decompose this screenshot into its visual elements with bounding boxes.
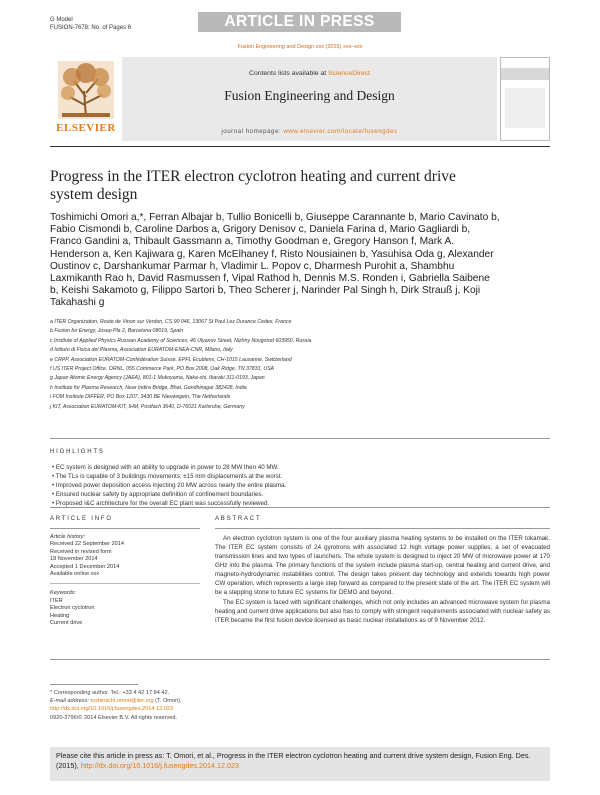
abstract-bottom-rule (50, 659, 550, 660)
article-in-press-banner: ARTICLE IN PRESS (198, 12, 401, 32)
highlight-item: • Ensured nuclear safety by appropriate definition of confinement boundaries. (52, 491, 264, 499)
affiliation: d Istituto di Fisica del Plasma, Association EURATOM-ENEA-CNR, Milano, Italy (50, 347, 233, 354)
history-item: Available online xxx (50, 571, 100, 578)
journal-cover-thumbnail (500, 57, 550, 141)
manuscript-meta (50, 16, 131, 32)
abstract-rule (215, 528, 550, 529)
author-list: Toshimichi Omori a,*, Ferran Albajar b, Tullio Bonicelli b, Giuseppe Carannante b, Mario Cavinato b, Fabio Cismondi b, Caroline Darbos a, Grigory Denisov c, Daniela Farina d, Mario Gagliardi b, Franco Gandini a, Thibault Gassmann a, Timothy Goodman e, Gregory Hanson f, Mark A. Henderson a, Ken Kajiwara g, Karen McElhaney f, Risto Nousiainen b, Yasuhisa Oda g, Alexander Oustinov c, Darshankumar Parmar h, Vladimir L. Popov c, Dharmesh Purohit a, Shambhu Laxmikanth Rao h, David Rasmussen f, Vipal Rathod h, Dennis M.S. Ronden i, Gabriella Saibene b, Keishi Sakamoto g, Filippo Sartori b, Theo Scherer j, Narinder Pal Singh h, Dirk Strauß j, Koji Takahashi g (50, 212, 500, 309)
affiliations (50, 318, 520, 412)
highlights-top-rule (50, 438, 550, 439)
keyword: Electron cyclotron (50, 605, 95, 612)
citation-text: Please cite this article in press as: T. Omori, et al., Progress in the ITER electron cyclotron heating and current drive system design, Fusion Eng. Des. (2015), (56, 751, 531, 770)
doi-link[interactable]: http://dx.doi.org/10.1016/j.fusengdes.2014.12.023 (50, 706, 174, 713)
contents-line (122, 70, 497, 77)
article-info (50, 534, 200, 627)
abstract-paragraph: The EC system is faced with significant challenges, which not only includes an advanced microwave system for plasma heating and current drive applications but also has to comply with stringent requirements associated with nuclear safety as ITER became the first fusion device licensed as basic nuclear installations as of 9 November 2012. (215, 599, 550, 625)
highlight-item: • EC system is designed with an ability to upgrade in power to 28 MW then 40 MW. (52, 464, 279, 471)
keywords-label: Keywords: (50, 590, 77, 597)
publisher-wordmark: ELSEVIER (56, 122, 116, 134)
highlight-item: • The TLs is capable of 3 buildings movements; ±15 mm displacements at the worst. (52, 473, 283, 481)
keyword: Current drive (50, 620, 83, 627)
history-item: 18 November 2014 (50, 556, 98, 563)
citation-box (50, 747, 550, 781)
journal-homepage (122, 128, 497, 135)
history-item: Received in revised form (50, 548, 112, 555)
highlights-label: HIGHLIGHTS (50, 449, 105, 455)
affiliation: j KIT, Association EURATOM-KIT, IHM, Postfach 3640, D-76021 Karlsruhe, Germany (50, 403, 245, 410)
article-info-label: ARTICLE INFO (50, 516, 113, 522)
history-item: Accepted 1 December 2014 (50, 563, 120, 570)
history-label: Article history: (50, 534, 86, 540)
abstract-label: ABSTRACT (215, 516, 262, 522)
reference-line: FUSION-7678; No. of Pages 6 (50, 25, 132, 31)
article-info-rule (50, 528, 200, 529)
keyword: ITER (50, 597, 63, 604)
affiliation: g Japan Atomic Energy Agency (JAEA), 801-1 Mukoyama, Naka-shi, Ibaraki 311-0193, Japan (50, 375, 265, 382)
history-item: Received 22 September 2014 (50, 541, 125, 548)
email-label: E-mail address: (50, 698, 91, 705)
keywords-divider (50, 583, 200, 585)
footnotes (50, 689, 350, 722)
citation-doi-link[interactable]: http://dx.doi.org/10.1016/j.fusengdes.2014.12.023 (80, 761, 240, 770)
affiliation: b Fusion for Energy, Josep Pla 2, Barcelona 08019, Spain (50, 328, 184, 335)
homepage-label: journal homepage: (221, 128, 284, 135)
highlight-item: • Proposed I&C architecture for the overall EC plant was successfully reviewed. (52, 500, 270, 508)
article-title: Progress in the ITER electron cyclotron heating and current drive system design (50, 168, 456, 203)
abstract-paragraph: An electron cyclotron system is one of the four auxiliary plasma heating systems to be installed on the ITER tokamak. The ITER EC system consists of 24 gyrotrons with associated 12 high voltage power supplies, a set of evacuated transmission lines and two types of launchers. The whole system is designed to inject 20 MW of microwave power at 170 GHz into the plasma. The primary functions of the system include plasma start-up, central heating and current drive, and magneto-hydrodynamic instabilities control. The design takes present day technology and extends towards high power CW operation, which represents a large step forward as compared to the present state of the art. The ITER EC system will be a stepping stone to future EC systems for DEMO and beyond. (215, 535, 550, 597)
journal-title: Fusion Engineering and Design (224, 88, 395, 103)
corresponding-author: * Corresponding author. Tel.: +33 4 42 17 84 42. (50, 690, 170, 696)
journal-reference: Fusion Engineering and Design xxx (2015) xxx–xxx (237, 44, 363, 50)
highlight-item: • Improved power deposition access injecting 20 MW across nearly the entire plasma. (52, 482, 287, 490)
email-link[interactable]: toshimichi.omori@iter.org (90, 698, 154, 705)
affiliation: i FOM Institute DIFFER, PO Box 1207, 3430 BE Nieuwegein, The Netherlands (50, 394, 231, 401)
footnote-rule (50, 684, 138, 685)
affiliation: c Institute of Applied Physics Russian Academy of Sciences, 46 Ulyanov Street, Nizhny Novgorod 603950, Russia (50, 337, 312, 344)
contents-prefix: Contents lists available at (249, 70, 329, 77)
abstract-body (215, 534, 550, 625)
header-rule (50, 146, 550, 147)
keyword: Heating (50, 612, 70, 619)
email-suffix: (T. Omori). (153, 698, 182, 705)
copyright: 0920-3796/© 2014 Elsevier B.V. All rights reserved. (50, 714, 178, 721)
affiliation: a ITER Organization, Route de Vinon sur Verdon, CS 90 046, 13067 St Paul Lez Durance Cedex, France (50, 319, 292, 325)
highlights-bottom-rule (50, 507, 550, 508)
homepage-link[interactable]: www.elsevier.com/locate/fusengdes (283, 128, 398, 135)
affiliation: f US ITER Project Office, ORNL, 055 Commerce Park, PO Box 2008, Oak Ridge, TN 37831, USA (50, 366, 275, 373)
model-label: G Model (50, 17, 73, 23)
sciencedirect-link[interactable]: ScienceDirect (328, 70, 370, 77)
affiliation: e CRPP, Association EURATOM-Confédération Suisse, EPFL Ecublens, CH-1015 Lausanne, Switzerland (50, 356, 292, 363)
affiliation: h Institute for Plasma Research, Near Indira Bridge, Bhat, Gandhinagar 382428, India (50, 384, 247, 391)
highlights-list (52, 463, 532, 508)
